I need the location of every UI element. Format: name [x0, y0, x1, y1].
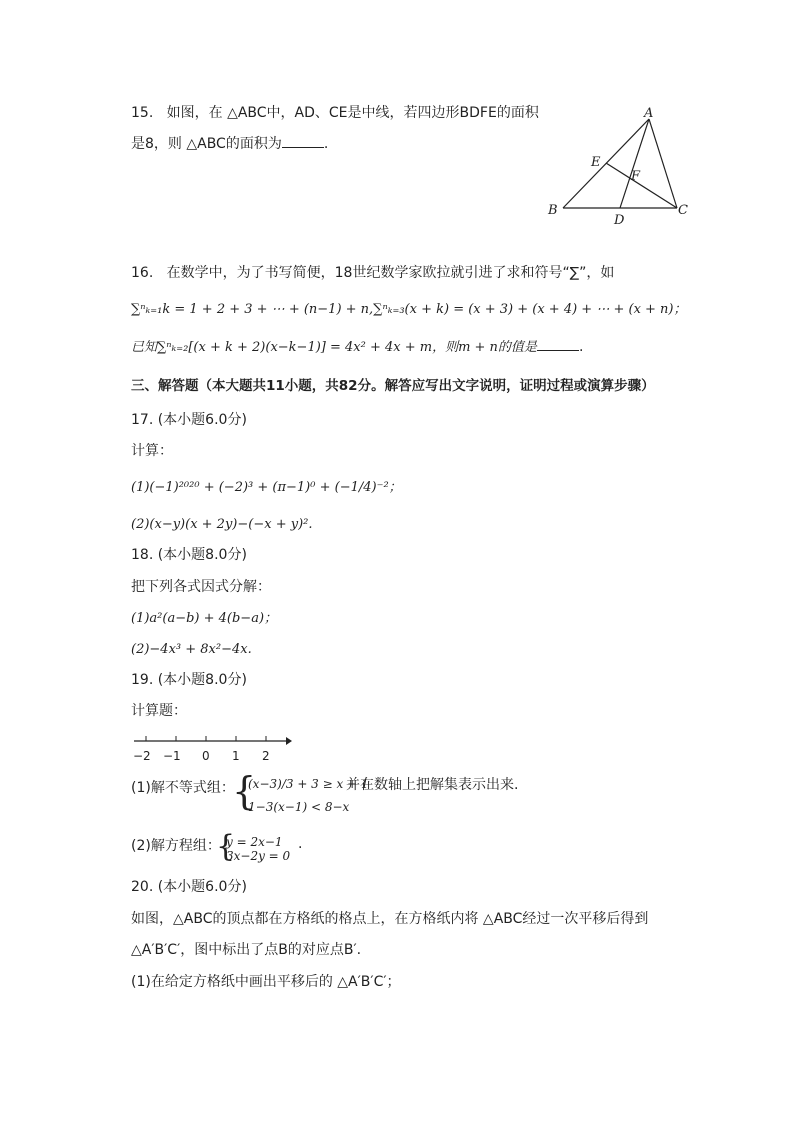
q19-part2-tail: .: [298, 836, 303, 852]
q19-part2-eq1: y = 2x−1: [226, 835, 283, 849]
q18-part2: (2)−4x³ + 8x²−4x.: [131, 642, 252, 657]
q18-header: 18. (本小题8.0分): [131, 547, 247, 563]
q20-part1: (1)在给定方格纸中画出平移后的 △A′B′C′；: [131, 974, 401, 990]
q20-line1: 如图，△ABC的顶点都在方格纸的格点上，在方格纸内将 △ABC经过一次平移后得到: [131, 911, 649, 927]
section-header: [131, 376, 655, 396]
label-a: A: [644, 106, 654, 121]
q17-part1: (1)(−1)²⁰²⁰ + (−2)³ + (π−1)⁰ + (−1/4)⁻²；: [131, 480, 402, 495]
answer-blank[interactable]: [537, 338, 579, 351]
q15-text-line2: 是8，则 △ABC的面积为: [131, 136, 282, 152]
q19-part1-eq2: 1−3(x−1) < 8−x: [248, 800, 350, 814]
q17-intro: 计算：: [131, 443, 173, 459]
tick-label: 0: [202, 749, 210, 763]
label-d: D: [614, 213, 625, 228]
label-c: C: [678, 203, 688, 218]
side-ac: [649, 119, 677, 208]
tick-label: 2: [262, 749, 270, 763]
tick-label: 1: [232, 749, 240, 763]
q16-line1: [131, 263, 614, 283]
q19-part1-tail: 并在数轴上把解集表示出来.: [346, 777, 519, 793]
q19-part1-eq1: (x−3)/3 + 3 ≥ x + 1: [248, 777, 369, 791]
label-f: F: [631, 169, 641, 184]
q19-part2-label: (2)解方程组：: [131, 838, 221, 854]
q16-line3: [131, 337, 583, 358]
q20-header: 20. (本小题6.0分): [131, 879, 247, 895]
q17-part2: (2)(x−y)(x + 2y)−(−x + y)².: [131, 517, 313, 532]
brace-icon: {: [232, 769, 257, 813]
q16-number: 16.: [131, 265, 154, 281]
q19-part1-label: (1)解不等式组：: [131, 780, 235, 796]
q19-part2-eq2: 3x−2y = 0: [226, 849, 291, 863]
label-b: B: [548, 203, 558, 218]
arrow-icon: [286, 737, 292, 745]
triangle-figure: [540, 100, 700, 230]
median-ce: [606, 163, 677, 208]
q15-number: 15.: [131, 105, 154, 121]
q19-header: 19. (本小题8.0分): [131, 672, 247, 688]
q15-text-line1: 如图，在 △ABC中，AD、CE是中线，若四边形BDFE的面积: [166, 105, 539, 121]
tick-label: −2: [133, 749, 151, 763]
q16-period: .: [578, 339, 584, 355]
q15-period: .: [323, 136, 329, 152]
section-header-text: 三、解答题（本大题共11小题，共82分。解答应写出文字说明，证明过程或演算步骤）: [131, 378, 655, 394]
q18-part1: (1)a²(a−b) + 4(b−a)；: [131, 611, 278, 626]
median-ad: [620, 119, 649, 208]
q15-line1: [131, 103, 539, 123]
brace-icon: {: [216, 829, 236, 864]
number-line: [130, 730, 300, 766]
q16-text-line1: 在数学中，为了书写简便，18世纪数学家欧拉就引进了求和符号“∑”，如: [166, 265, 615, 281]
label-e: E: [591, 155, 601, 170]
q15-line2: [131, 134, 328, 154]
q16-text-line3: 已知∑ⁿₖ₌₂[(x + k + 2)(x−k−1)] = 4x² + 4x + m，则m + n的值是: [131, 340, 537, 355]
q16-text-line2: ∑ⁿₖ₌₁k = 1 + 2 + 3 + ⋯ + (n−1) + n,∑ⁿₖ₌₃(x + k) = (x + 3) + (x + 4) + ⋯ + (x + n)；: [131, 302, 687, 317]
answer-blank[interactable]: [282, 135, 324, 148]
q18-intro: 把下列各式因式分解：: [131, 579, 271, 595]
q17-header: 17. (本小题6.0分): [131, 412, 247, 428]
q19-intro: 计算题：: [131, 703, 187, 719]
q16-line2: [131, 300, 687, 320]
tick-label: −1: [163, 749, 181, 763]
q20-line2: △A′B′C′，图中标出了点B的对应点B′.: [131, 942, 362, 958]
